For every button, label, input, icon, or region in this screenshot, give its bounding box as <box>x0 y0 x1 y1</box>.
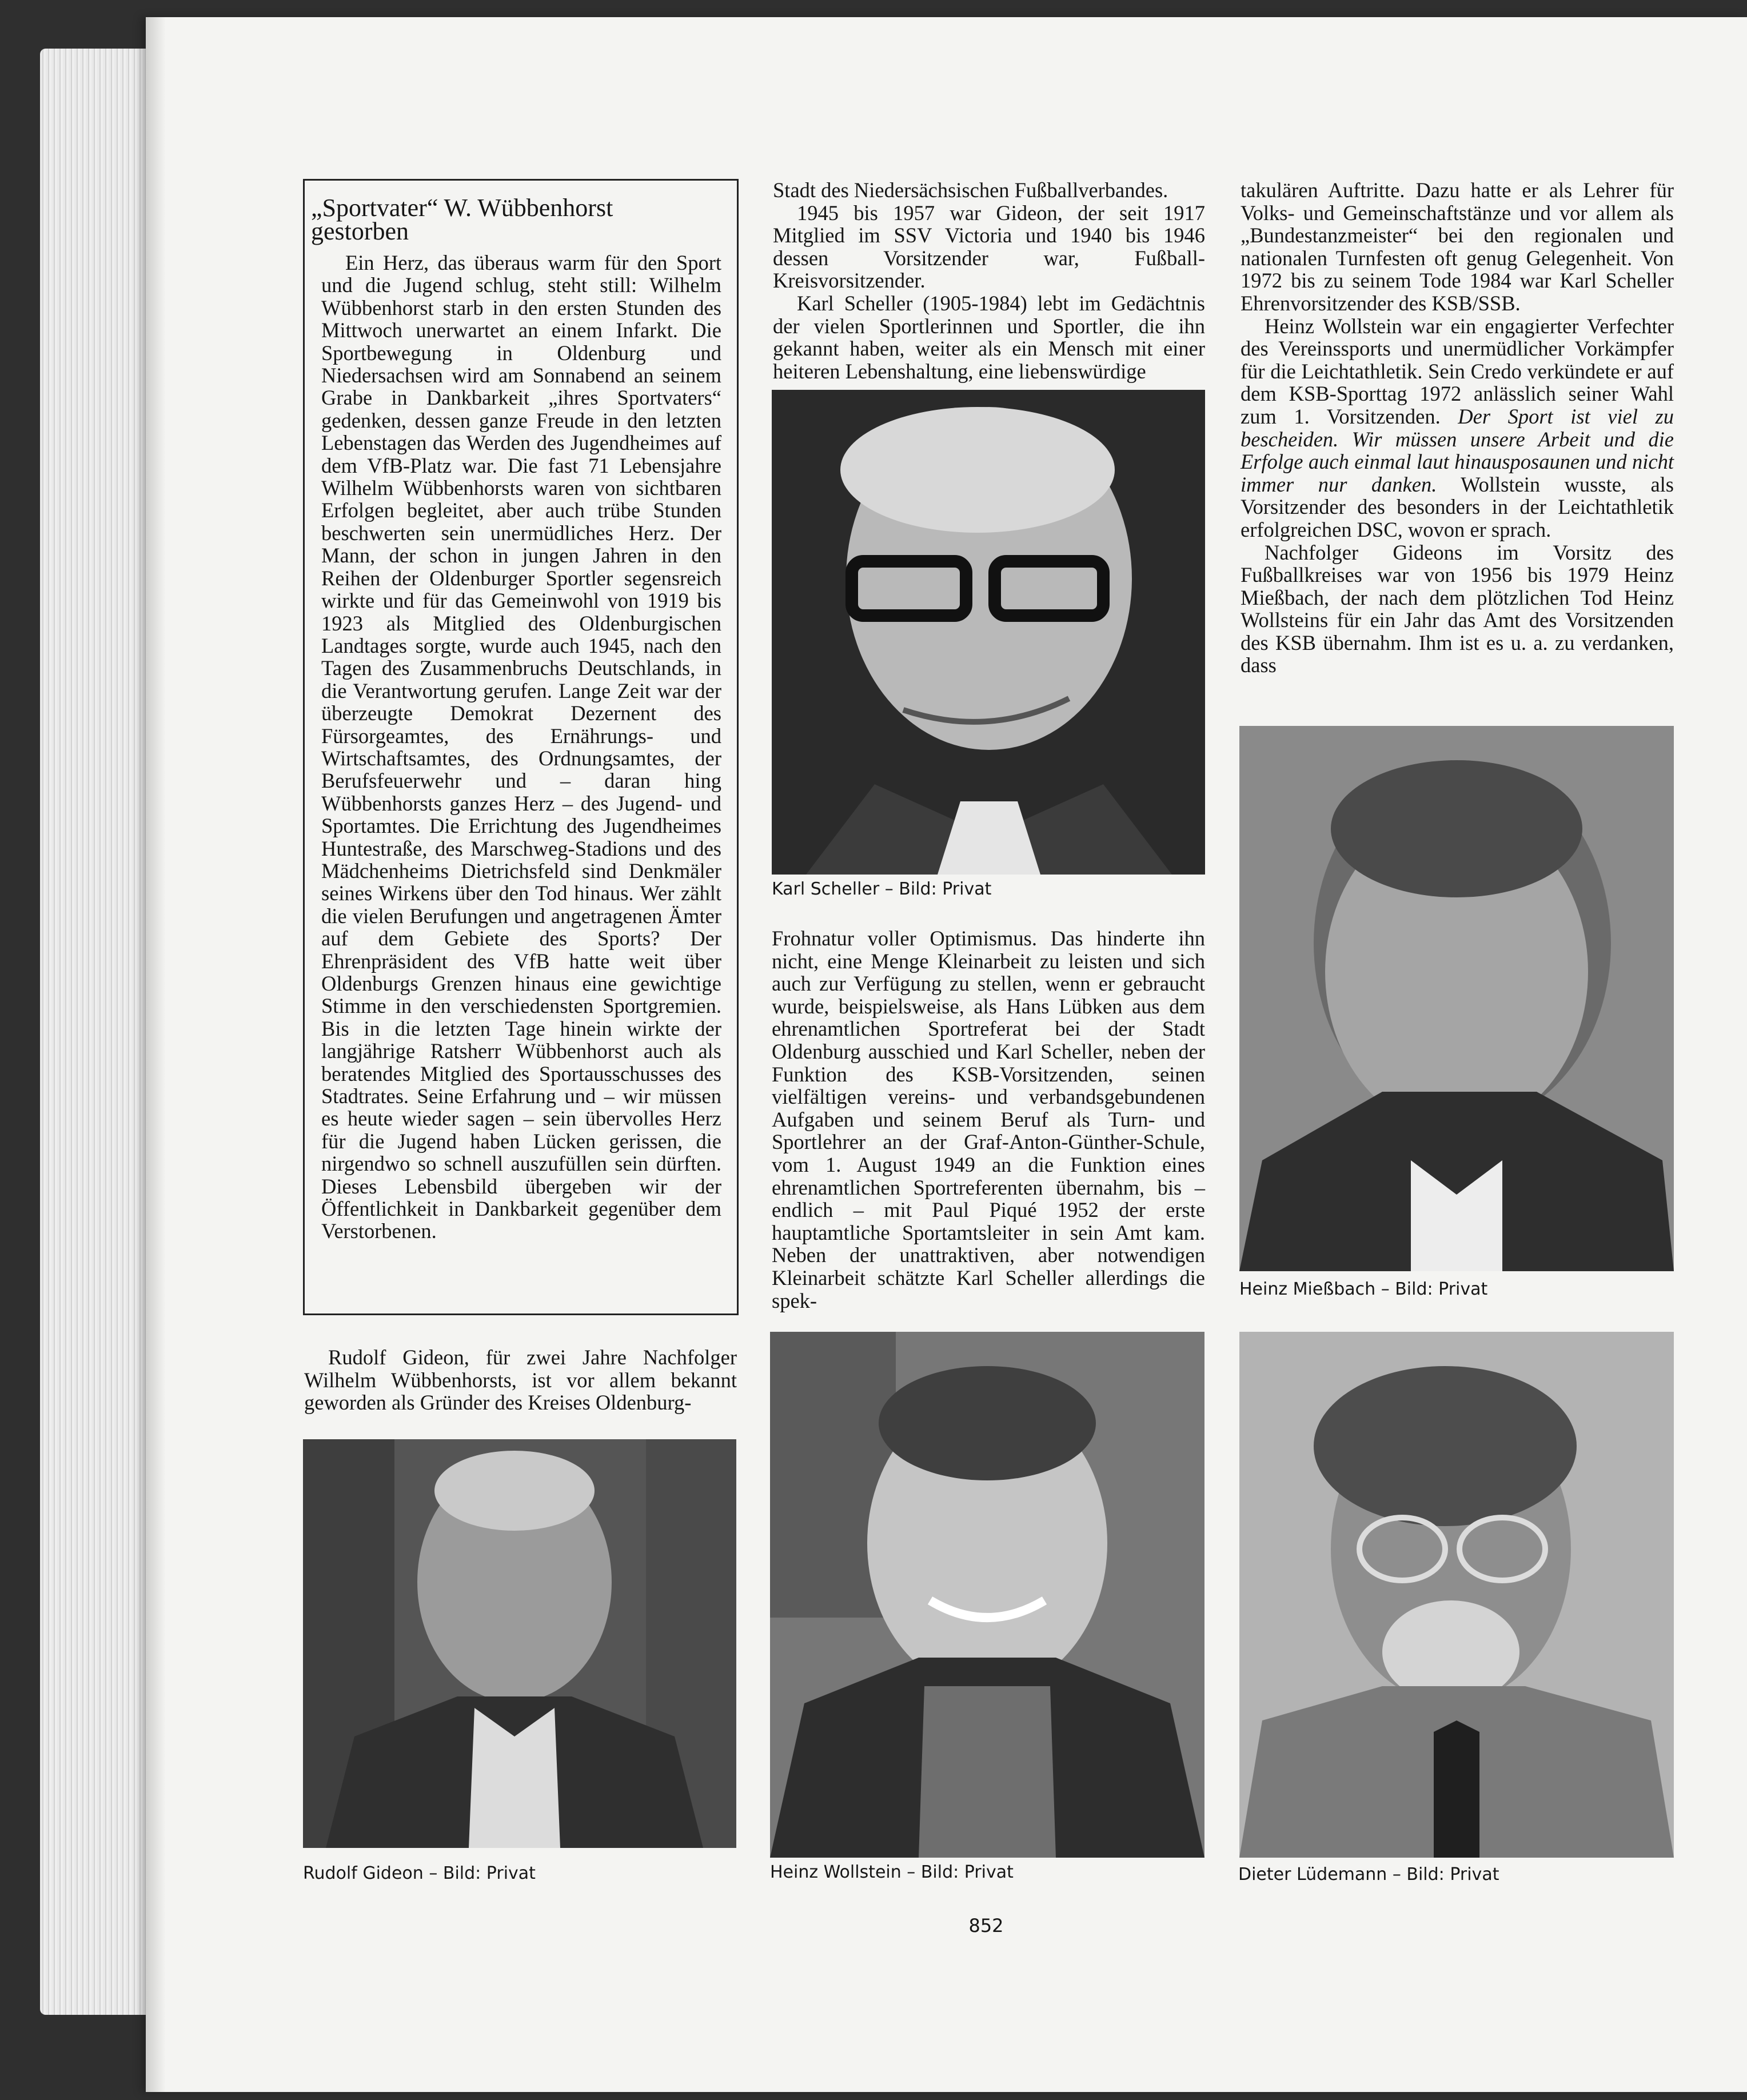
photo-heinz-miessbach <box>1239 726 1674 1271</box>
col2-paragraph-2: 1945 bis 1957 war Gideon, der seit 1917 Mitglied im SSV Victoria und 1940 bis 1946 dessen Vorsitzender war, Fußball-Kreisvorsitzender. <box>773 201 1205 293</box>
caption-karl-scheller: Karl Scheller – Bild: Privat <box>772 879 992 899</box>
photo-heinz-wollstein <box>770 1332 1204 1858</box>
column-3-top-text <box>1241 179 1674 677</box>
obituary-body <box>321 251 721 1243</box>
photo-rudolf-gideon <box>303 1439 736 1848</box>
photo-karl-scheller <box>772 390 1205 875</box>
wollstein-quote: Der Sport ist viel zu bescheiden. Wir müssen unsere Arbeit und die Erfolge auch einmal laut hinausposaunen und nicht immer nur danken. <box>1241 404 1674 496</box>
column-2-top-text <box>773 179 1205 382</box>
page-gutter-shadow <box>146 17 166 2092</box>
gideon-paragraph: Rudolf Gideon, für zwei Jahre Nachfolger Wilhelm Wübbenhorsts, ist vor allem bekannt geworden als Gründer des Kreises Oldenburg- <box>304 1346 737 1415</box>
obituary-paragraph: Ein Herz, das überaus warm für den Sport und die Jugend schlug, steht still: Wilhelm Wübbenhorst starb in den ersten Stunden des Mittwoch unerwartet an einem Infarkt. Die Sportbewegung in Oldenburg und Niedersachsen wird am Sonnabend an seinem Grabe in Dankbarkeit „ihres Sportvaters“ gedenken, dessen ganze Freude in den letzten Lebenstagen das Werden des Jugendheimes auf dem VfB-Platz war. Die fast 71 Lebensjahre Wilhelm Wübbenhorsts waren von sichtbaren Erfolgen begleitet, aber auch trübe Stunden beschwerten sein unermüdliches Herz. Der Mann, der schon in jungen Jahren in den Reihen der Oldenburger Sportler segensreich wirkte und für das Gemeinwohl von 1919 bis 1923 als Mitglied des Oldenburgischen Landtages sorgte, wurde auch 1945, nach den Tagen des Zusammenbruchs Deutschlands, in die Verantwortung gerufen. Lange Zeit war der überzeugte Demokrat Dezernent des Fürsorgeamtes, des Ernährungs- und Wirtschaftsamtes, des Ordnungsamtes, der Berufsfeuerwehr und – daran hing Wübbenhorsts ganzes Herz – des Jugend- und Sportamtes. Die Errichtung des Jugendheimes Huntestraße, des Marschweg-Stadions und des Mädchenheims Dietrichsfeld sind Denkmäler seines Wirkens über den Tod hinaus. Wer zählt die vielen Berufungen und angetragenen Ämter auf dem Gebiete des Sports? Der Ehrenpräsident des VfB hatte weit über Oldenburgs Grenzen hinaus eine gewichtige Stimme in den verschiedensten Sportgremien. Bis in die letzten Tage hinein wirkte der langjährige Ratsherr Wübbenhorst auch als beratendes Mitglied des Sportausschusses des Stadtrates. Seine Erfahrung und – wir müssen es heute wieder sagen – sein übervolles Herz für die Jugend haben Lücken gerissen, die nirgendwo so schnell auszufüllen sein dürften. Dieses Lebensbild übergeben wir der Öffentlichkeit in Dankbarkeit gegenüber dem Verstorbenen. <box>321 251 721 1243</box>
column-2-middle-text <box>772 927 1205 1312</box>
caption-heinz-wollstein: Heinz Wollstein – Bild: Privat <box>770 1862 1014 1882</box>
wollstein-text: Heinz Wollstein war ein engagierter Verfechter des Vereinssports und unermüdlicher Vorkämpfer für die Leichtathletik. Sein Credo verkündete er auf dem KSB-Sporttag 1972 anlässlich seiner Wahl zum 1. Vorsitzenden. <box>1241 314 1674 428</box>
caption-dieter-luedemann: Dieter Lüdemann – Bild: Privat <box>1238 1865 1499 1885</box>
wollstein-text-2: Wollstein wusste, als Vorsitzender des besonders in der Leichtathletik erfolgreichen DSC, wovon er sprach. <box>1241 472 1674 541</box>
col3-paragraph-2 <box>1241 315 1674 541</box>
obituary-title-line1: „Sportvater“ W. Wübbenhorst <box>311 194 613 222</box>
col3-paragraph-1: takulären Auftritte. Dazu hatte er als Lehrer für Volks- und Gemeinschaftstänze und vor allem als „Bundestanzmeister“ bei den regionalen und nationalen Turnfesten oft genug Gelegenheit. Von 1972 bis zu seinem Tode 1984 war Karl Scheller Ehrenvorsitzender des KSB/SSB. <box>1241 178 1674 315</box>
col3-paragraph-3: Nachfolger Gideons im Vorsitz des Fußballkreises war von 1956 bis 1979 Heinz Mießbach, der nach dem plötzlichen Tod Heinz Wollsteins für ein Jahr das Amt des Vorsitzenden des KSB übernahm. Ihm ist es u. a. zu verdanken, dass <box>1241 540 1674 677</box>
caption-rudolf-gideon: Rudolf Gideon – Bild: Privat <box>303 1863 536 1883</box>
column-1-text <box>304 1346 737 1414</box>
obituary-title-line2: gestorben <box>311 217 409 245</box>
photo-dieter-luedemann <box>1239 1332 1674 1858</box>
page-number: 852 <box>968 1915 1004 1937</box>
obituary-title <box>311 196 732 243</box>
caption-heinz-miessbach: Heinz Mießbach – Bild: Privat <box>1239 1279 1488 1299</box>
col2-paragraph-1: Stadt des Niedersächsischen Fußballverbandes. <box>773 178 1168 202</box>
col2-paragraph-3: Karl Scheller (1905-1984) lebt im Gedächtnis der vielen Sportlerinnen und Sportler, die ihn gekannt haben, weiter als ein Mensch mit einer heiteren Lebenshaltung, eine liebenswürdige <box>773 291 1205 383</box>
scheller-paragraph: Frohnatur voller Optimismus. Das hinderte ihn nicht, eine Menge Kleinarbeit zu leisten und sich auch zur Verfügung zu stellen, wenn er gebraucht wurde, beispielsweise, als Hans Lübken aus dem ehrenamtlichen Sportreferat bei der Stadt Oldenburg ausschied und Karl Scheller, neben der Funktion des KSB-Vorsitzenden, seinen vielfältigen vereins- und verbandsgebundenen Aufgaben und seinem Beruf als Turn- und Sportlehrer an der Graf-Anton-Günther-Schule, vom 1. August 1949 an die Funktion eines ehrenamtlichen Sportreferenten übernahm, bis – endlich – mit Paul Piqué 1952 der erste hauptamtliche Sportamtsleiter in sein Amt kam. Neben der unattraktiven, aber notwendigen Kleinarbeit schätzte Karl Scheller allerdings die spek- <box>772 927 1205 1312</box>
